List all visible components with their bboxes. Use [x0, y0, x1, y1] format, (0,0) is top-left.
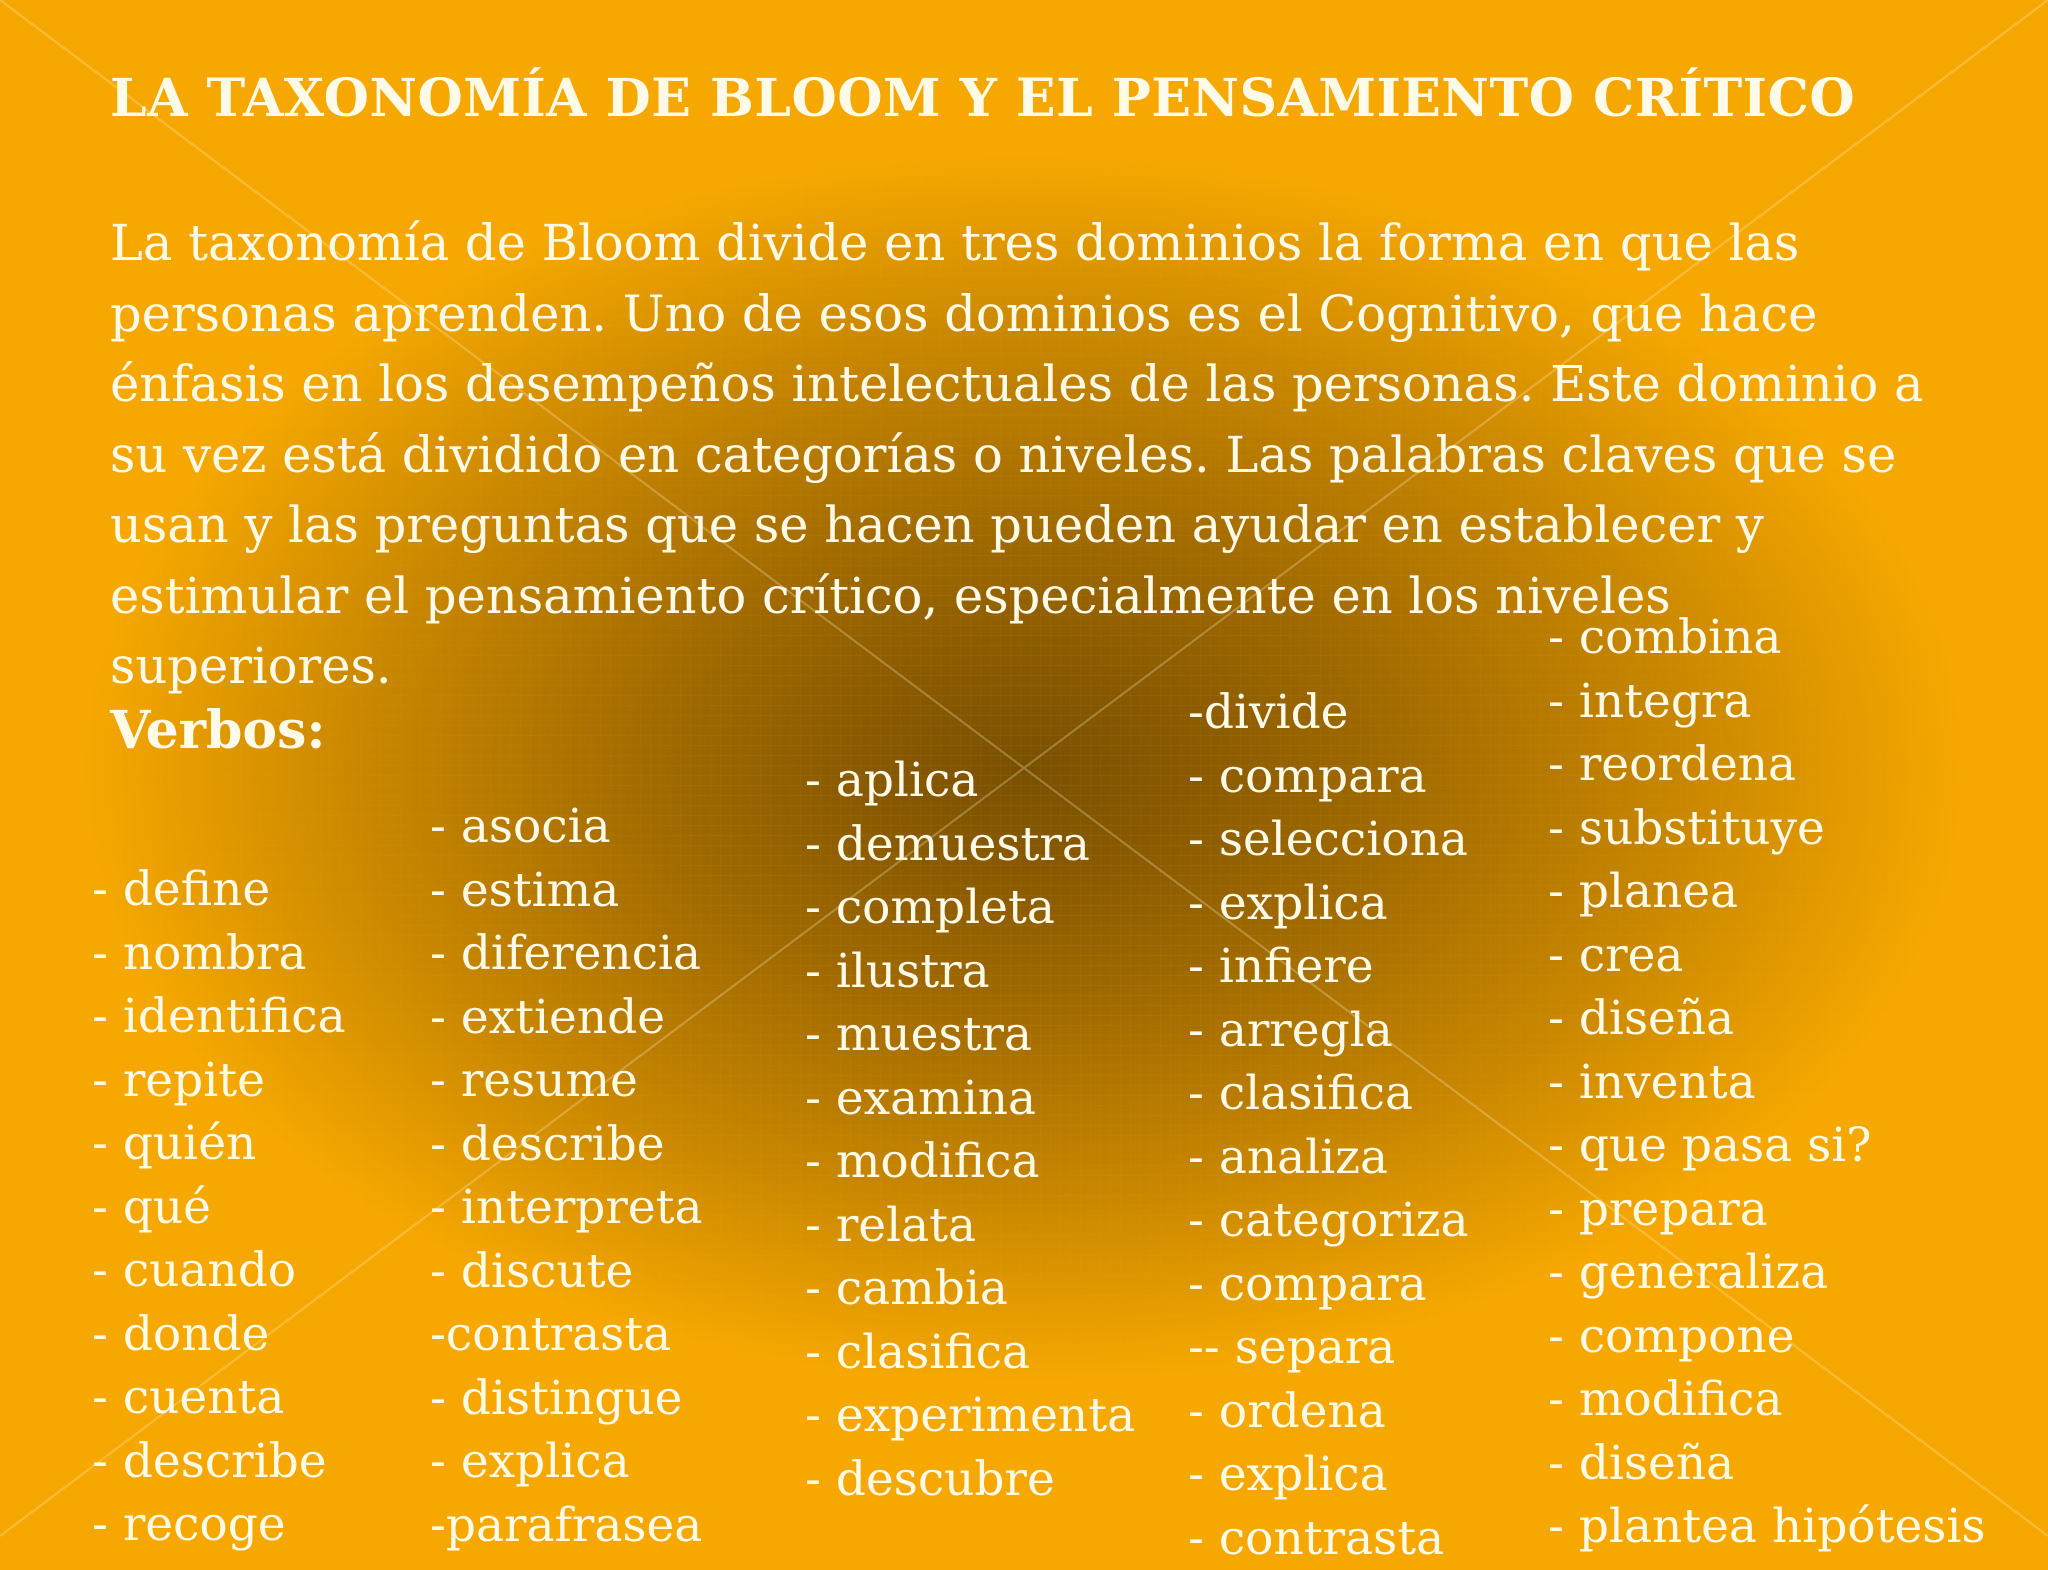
verb-item: - infiere: [1188, 935, 1469, 999]
verb-item: - generaliza: [1548, 1241, 1986, 1305]
verbs-heading: Verbos:: [110, 700, 326, 761]
verb-item: - donde: [92, 1303, 346, 1367]
verb-item: - cuenta: [92, 1366, 346, 1430]
verb-item: - diseña: [1548, 1432, 1986, 1496]
verb-item: - que pasa si?: [1548, 1114, 1986, 1178]
verb-item: - interpreta: [430, 1176, 703, 1240]
verb-item: - cambia: [805, 1257, 1135, 1321]
verb-item: - experimenta: [805, 1384, 1135, 1448]
verb-item: - extiende: [430, 986, 703, 1050]
verb-item: - cuando: [92, 1239, 346, 1303]
verb-item: - clasifica: [1188, 1062, 1469, 1126]
verb-item: -parafrasea: [430, 1494, 703, 1558]
verb-item: - selecciona: [1188, 808, 1469, 872]
verb-item: - quién: [92, 1112, 346, 1176]
verb-item: - recoge: [92, 1493, 346, 1557]
verb-item: - diseña: [1548, 987, 1986, 1051]
verbs-column-3: [805, 749, 1135, 1511]
verb-item: - discute: [430, 1240, 703, 1304]
verb-item: - compara: [1188, 1253, 1469, 1317]
verb-item: - demuestra: [805, 813, 1135, 877]
verb-item: - explica: [1188, 1443, 1469, 1507]
verb-item: - muestra: [805, 1003, 1135, 1067]
verbs-column-5: [1548, 606, 1986, 1559]
intro-paragraph: La taxonomía de Bloom divide en tres dominios la forma en que las personas aprenden. Uno de esos dominios es el Cognitivo, que hace énfasis en los desempeños intelectuales de las personas. Este dominio a su vez está dividido en categorías o niveles. Las palabras claves que se usan y las preguntas que se hacen pueden ayudar en establecer y estimular el pensamiento crítico, especialmente en los niveles superiores.: [110, 208, 1960, 702]
verb-item: - repite: [92, 1049, 346, 1113]
verb-item: - prepara: [1548, 1178, 1986, 1242]
verb-item: - categoriza: [1188, 1189, 1469, 1253]
verb-item: - arregla: [1188, 999, 1469, 1063]
verb-item: - completa: [805, 876, 1135, 940]
verb-item: - define: [92, 858, 346, 922]
verb-item: -- separa: [1188, 1316, 1469, 1380]
verb-item: - integra: [1548, 670, 1986, 734]
verb-item: - clasifica: [805, 1321, 1135, 1385]
verbs-column-2: [430, 795, 703, 1557]
verb-item: - qué: [92, 1176, 346, 1240]
verb-item: - reordena: [1548, 733, 1986, 797]
verb-item: - estima: [430, 859, 703, 923]
verb-item: - diferencia: [430, 922, 703, 986]
verb-item: - relata: [805, 1194, 1135, 1258]
verb-item: -contrasta: [430, 1303, 703, 1367]
verb-item: - examina: [805, 1067, 1135, 1131]
verb-item: - describe: [92, 1430, 346, 1494]
verb-item: -divide: [1188, 681, 1469, 745]
verb-item: - aplica: [805, 749, 1135, 813]
verb-item: - compone: [1548, 1305, 1986, 1369]
verb-item: - substituye: [1548, 797, 1986, 861]
verb-item: - describe: [430, 1113, 703, 1177]
verb-item: - distingue: [430, 1367, 703, 1431]
verb-item: - resume: [430, 1049, 703, 1113]
verb-item: - modifica: [805, 1130, 1135, 1194]
verb-item: - ordena: [1188, 1380, 1469, 1444]
verb-item: - planea: [1548, 860, 1986, 924]
verb-item: - asocia: [430, 795, 703, 859]
verb-item: - inventa: [1548, 1051, 1986, 1115]
verb-item: - nombra: [92, 922, 346, 986]
verb-item: - compara: [1188, 745, 1469, 809]
verb-item: - explica: [1188, 872, 1469, 936]
verb-item: - crea: [1548, 924, 1986, 988]
verb-item: - analiza: [1188, 1126, 1469, 1190]
verb-item: - ilustra: [805, 940, 1135, 1004]
slide-title: LA TAXONOMÍA DE BLOOM Y EL PENSAMIENTO CRÍTICO: [110, 68, 1855, 129]
verb-item: - plantea hipótesis: [1548, 1495, 1986, 1559]
verbs-column-1: [92, 858, 346, 1557]
verbs-column-4: [1188, 681, 1469, 1570]
verb-item: - combina: [1548, 606, 1986, 670]
verb-item: - explica: [430, 1430, 703, 1494]
verb-item: - contrasta: [1188, 1507, 1469, 1570]
verb-item: - modifica: [1548, 1368, 1986, 1432]
verb-item: - descubre: [805, 1448, 1135, 1512]
verb-item: - identifica: [92, 985, 346, 1049]
